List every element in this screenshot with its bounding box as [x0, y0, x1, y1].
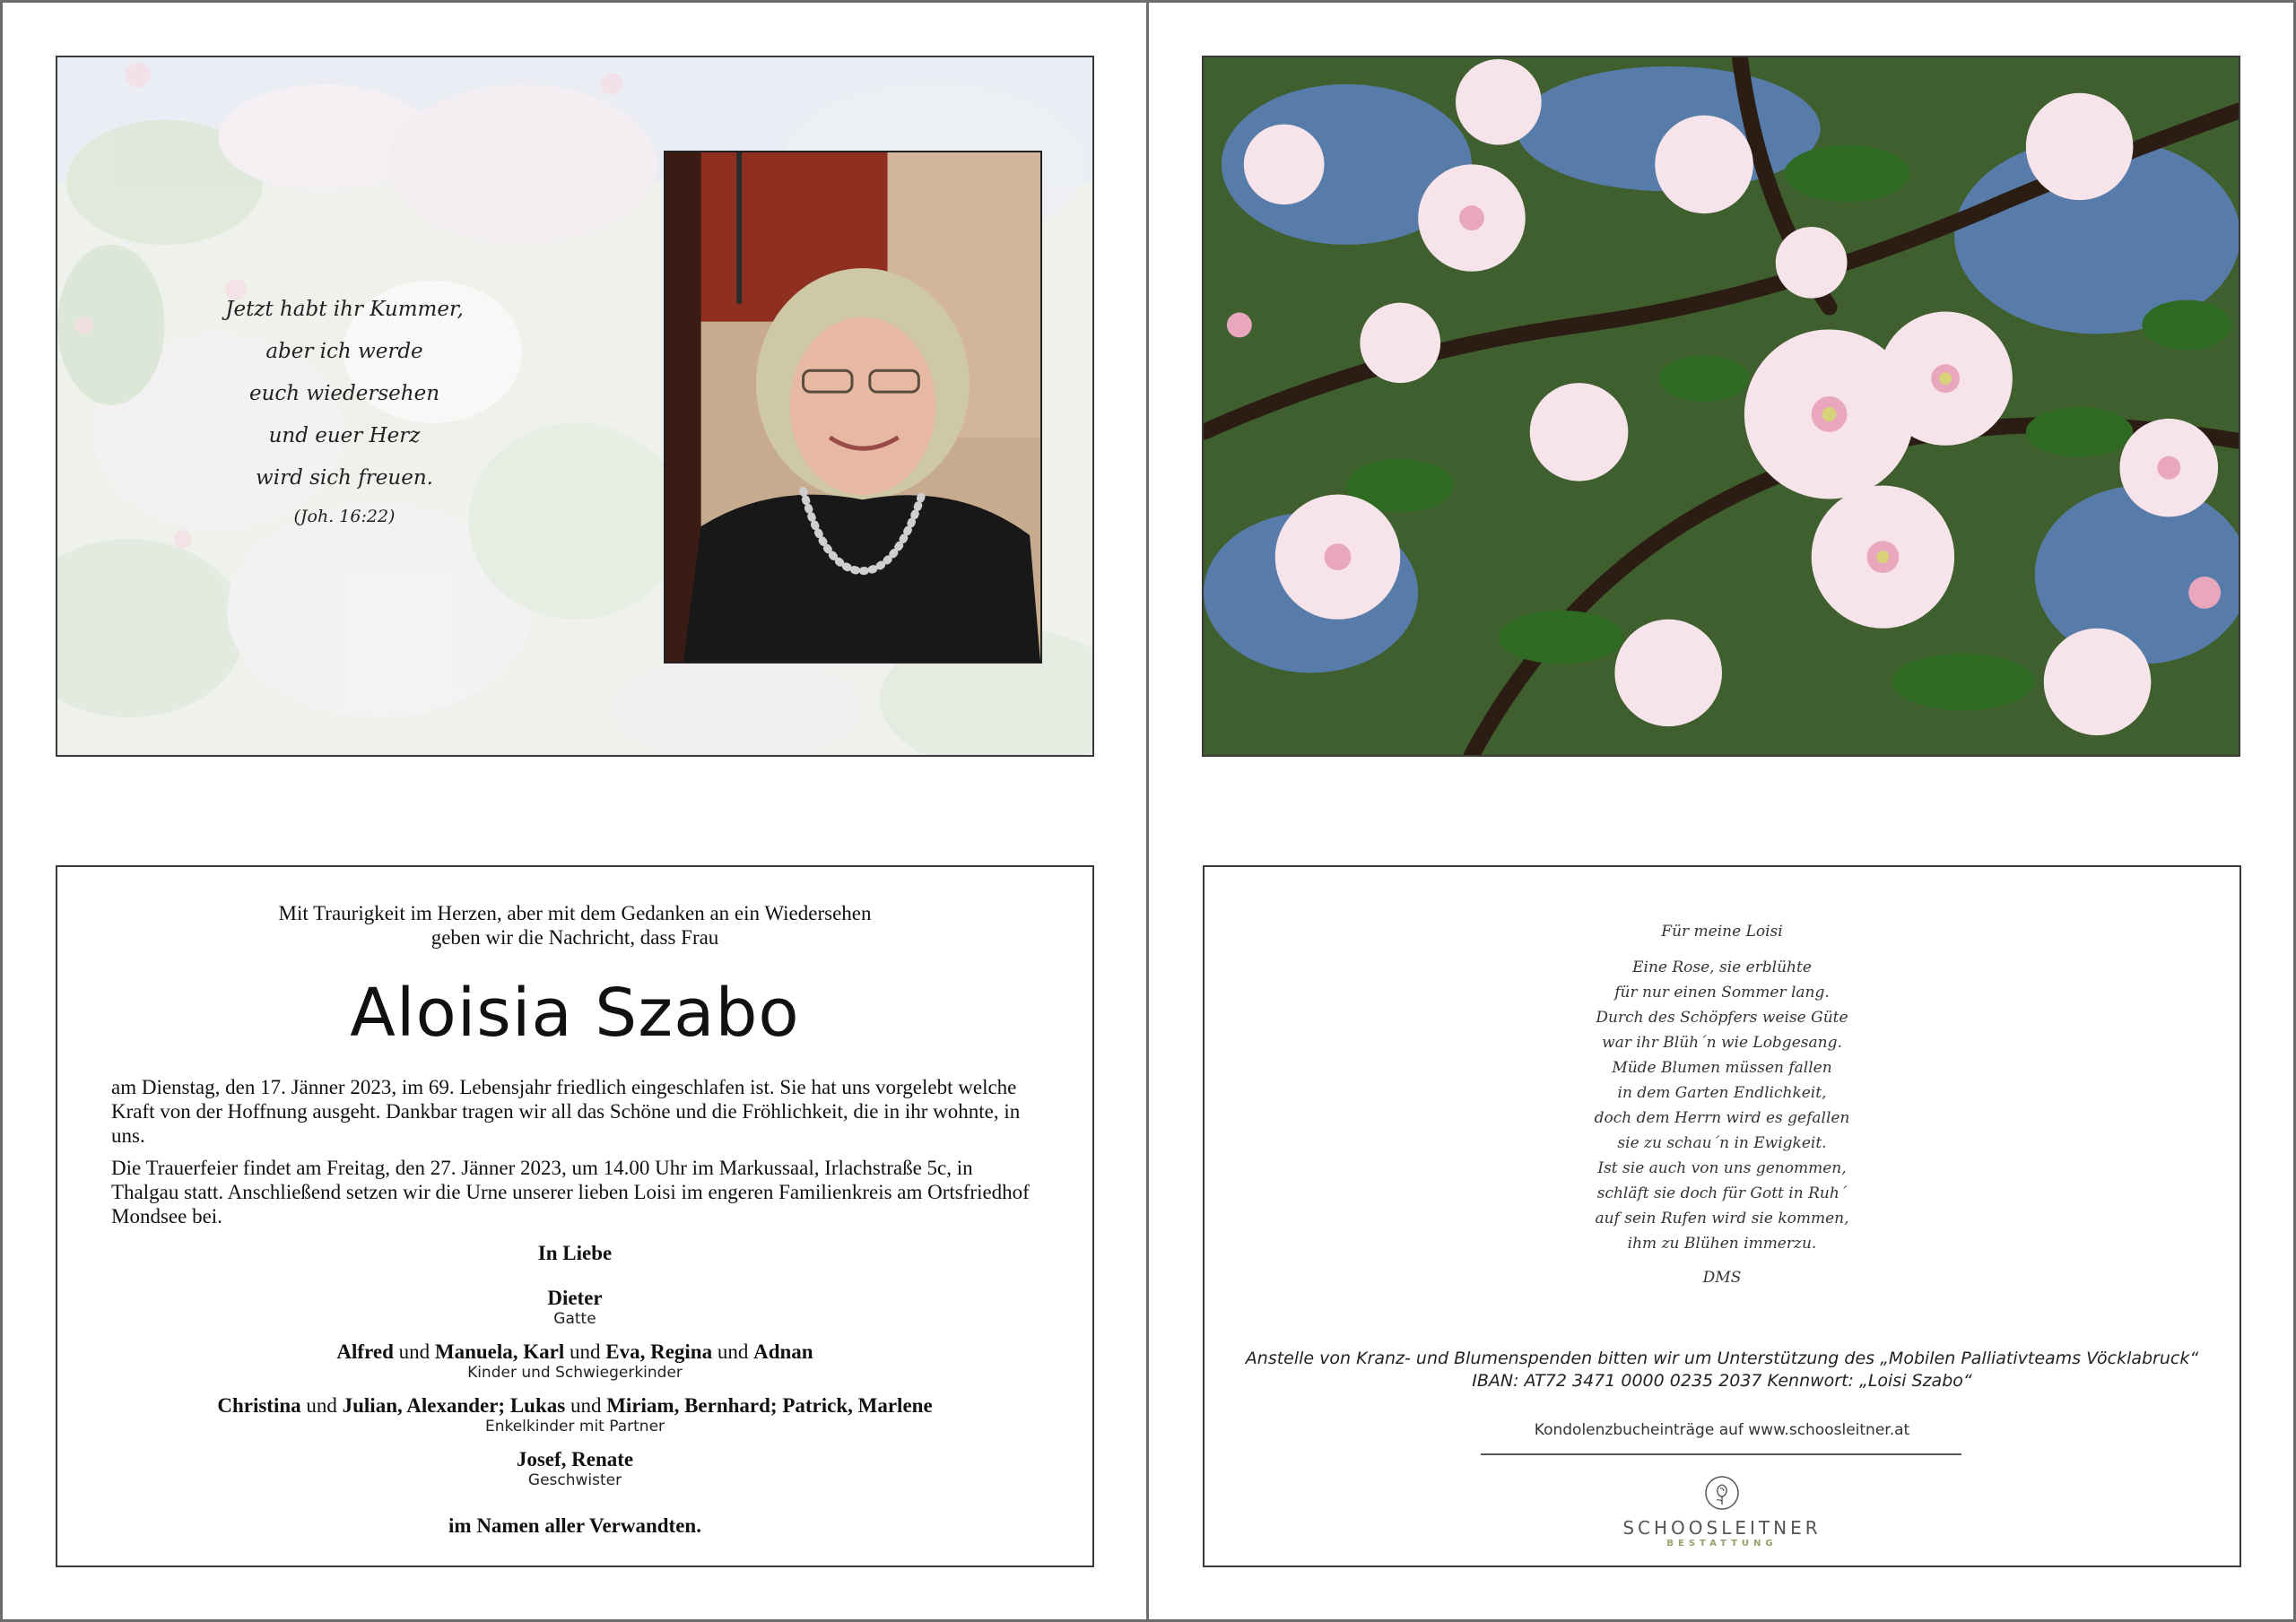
death-notice-panel	[56, 865, 1094, 1567]
donation-iban: IBAN: AT72 3471 0000 0235 2037 Kennwort: „Loisi Szabo“	[1472, 1371, 1972, 1391]
grandchildren-names	[57, 1394, 1092, 1418]
verse-line: und euer Herz	[268, 424, 421, 447]
poem-line: doch dem Herrn wird es gefallen	[1594, 1109, 1850, 1127]
verse-line: aber ich werde	[265, 340, 423, 363]
poem-title: Für meine Loisi	[1661, 923, 1783, 941]
rose-icon	[1704, 1475, 1740, 1511]
blossom-panel	[1202, 56, 2240, 757]
logo-subtitle: BESTATTUNG	[1666, 1539, 1778, 1548]
spouse-relation: Gatte	[553, 1310, 596, 1328]
siblings-names: Josef, Renate	[516, 1448, 634, 1470]
poem-signature: DMS	[1702, 1269, 1742, 1287]
grandchild-name: Christina	[217, 1394, 301, 1417]
grandchild-name: Julian, Alexander; Lukas	[342, 1394, 566, 1417]
poem	[1205, 919, 2239, 1290]
notice-paragraph-passing: am Dienstag, den 17. Jänner 2023, im 69. Lebensjahr friedlich eingeschlafen ist. Sie hat uns vorgelebt welche Kraft von der Hoffnung ausgeht. Dankbar tragen wir all das Schöne und die Fröhlichkeit, die in ihr wohnte, in uns.	[111, 1076, 1021, 1147]
in-love-heading	[57, 1242, 1092, 1265]
child-name: Alfred	[336, 1340, 394, 1363]
grandchildren-relation: Enkelkinder mit Partner	[484, 1418, 665, 1436]
joiner: und	[570, 1340, 601, 1363]
child-name: Eva, Regina	[605, 1340, 713, 1363]
joiner: und	[570, 1394, 602, 1417]
donation-line: Anstelle von Kranz- und Blumenspenden bitten wir um Unterstützung des „Mobilen Palliativteams Vöcklabruck“	[1245, 1349, 2199, 1368]
children-names	[57, 1340, 1092, 1364]
poem-line: Ist sie auch von uns genommen,	[1597, 1159, 1847, 1177]
poem-line: Durch des Schöpfers weise Güte	[1596, 1009, 1848, 1027]
joiner: und	[717, 1340, 749, 1363]
verse-line: Jetzt habt ihr Kummer,	[225, 298, 464, 321]
closing-line	[57, 1514, 1092, 1538]
family-spouse	[57, 1287, 1092, 1328]
notice-paragraph-ceremony: Die Trauerfeier findet am Freitag, den 27. Jänner 2023, um 14.00 Uhr im Markussaal, Irlachstraße 5c, in Thalgau statt. Anschließend setzen wir die Urne unserer lieben Loisi im engeren Familienkreis am Ortsfriedhof Mondsee bei.	[111, 1157, 1030, 1227]
child-name: Adnan	[753, 1340, 813, 1363]
portrait-photo	[664, 151, 1042, 664]
deceased-name: Aloisia Szabo	[350, 975, 800, 1052]
joiner: und	[398, 1340, 430, 1363]
verse-line: euch wiedersehen	[248, 382, 440, 405]
closing-text: im Namen aller Verwandten.	[448, 1514, 701, 1537]
siblings-relation: Geschwister	[527, 1471, 622, 1489]
verse-reference: (Joh. 16:22)	[293, 507, 396, 526]
logo-name: SCHOOSLEITNER	[1622, 1517, 1822, 1539]
notice-intro	[57, 901, 1092, 950]
apple-blossom-photo	[1204, 57, 2239, 755]
joiner: und	[306, 1394, 337, 1417]
intro-line: geben wir die Nachricht, dass Frau	[430, 926, 719, 949]
fold-line	[1146, 0, 1149, 1622]
poem-line: Müde Blumen müssen fallen	[1612, 1059, 1832, 1077]
condolence-link[interactable]: Kondolenzbucheinträge auf www.schoosleitner.at	[1534, 1421, 1910, 1439]
poem-line: schläft sie doch für Gott in Ruh´	[1596, 1184, 1848, 1202]
grandchild-name: Miriam, Bernhard; Patrick, Marlene	[606, 1394, 933, 1417]
intro-line: Mit Traurigkeit im Herzen, aber mit dem Gedanken an ein Wiedersehen	[278, 902, 872, 924]
verse-line: wird sich freuen.	[256, 466, 433, 490]
poem-panel	[1203, 865, 2241, 1567]
donation-request	[1205, 1348, 2239, 1392]
in-love-label: In Liebe	[537, 1242, 613, 1264]
front-panel	[56, 56, 1094, 757]
poem-line: war ihr Blüh´n wie Lobgesang.	[1602, 1034, 1842, 1052]
funeral-home-logo	[1205, 1475, 2239, 1548]
family-children	[57, 1340, 1092, 1382]
poem-line: in dem Garten Endlichkeit,	[1617, 1084, 1827, 1102]
poem-line: ihm zu Blühen immerzu.	[1627, 1235, 1817, 1253]
poem-line: sie zu schau´n in Ewigkeit.	[1617, 1134, 1827, 1152]
poem-line: Eine Rose, sie erblühte	[1632, 958, 1812, 976]
children-relation: Kinder und Schwiegerkinder	[467, 1364, 683, 1382]
child-name: Manuela, Karl	[434, 1340, 565, 1363]
family-siblings	[57, 1448, 1092, 1489]
spouse-name: Dieter	[547, 1287, 603, 1309]
poem-line: auf sein Rufen wird sie kommen,	[1595, 1210, 1849, 1227]
family-grandchildren	[57, 1394, 1092, 1436]
bible-verse	[192, 289, 497, 533]
poem-line: für nur einen Sommer lang.	[1614, 984, 1830, 1002]
divider-rule	[1481, 1453, 1961, 1455]
